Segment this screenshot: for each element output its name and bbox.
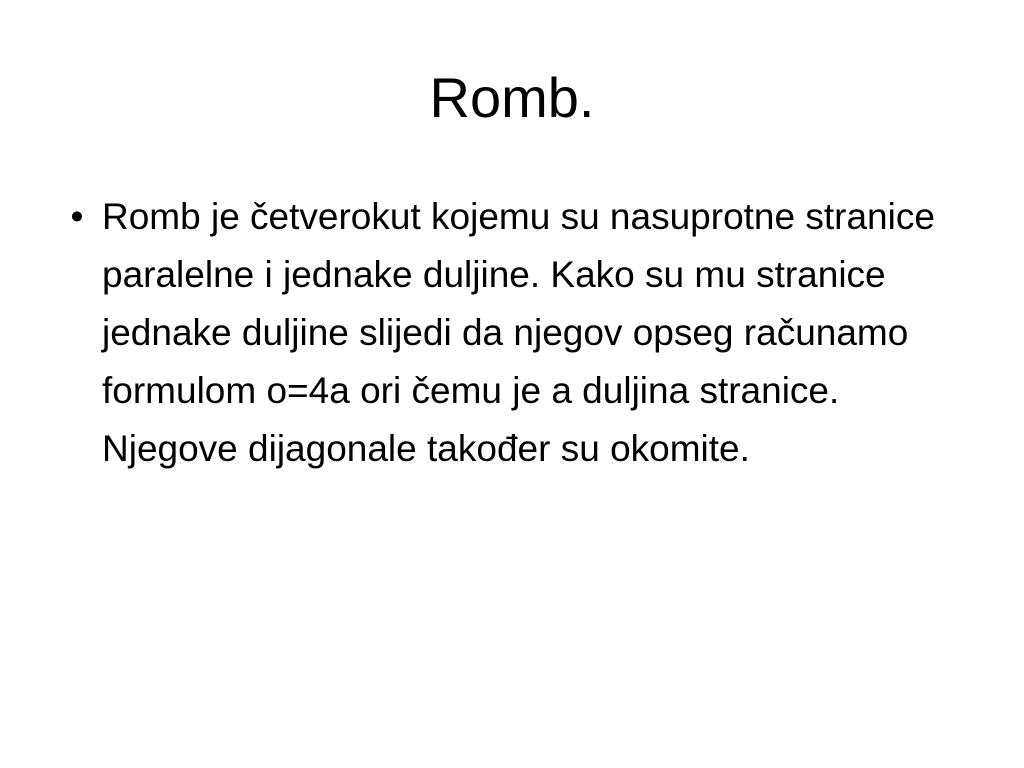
bullet-list (62, 188, 962, 478)
bullet-item (62, 188, 962, 478)
slide-title: Romb. (429, 66, 595, 129)
bullet-icon: • (70, 196, 84, 237)
bullet-text: Romb je četverokut kojemu su nasuprotne stranice paralelne i jednake duljine. Kako su mu stranice jednake duljine slijedi da njegov opseg računamo formulom o=4a ori čemu je a duljina stranice. Njegove dijagonale također su okomite. (102, 196, 935, 469)
